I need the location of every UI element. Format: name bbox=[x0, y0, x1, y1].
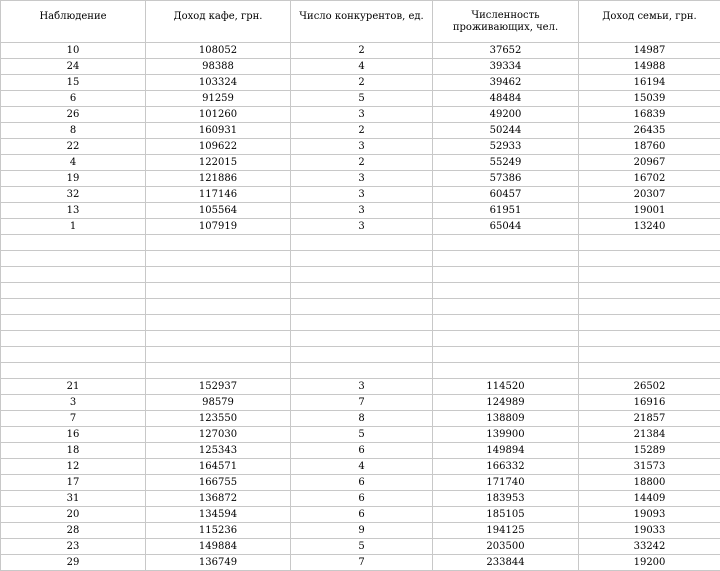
table-cell[interactable]: 23 bbox=[1, 539, 146, 555]
table-cell[interactable]: 160931 bbox=[146, 123, 291, 139]
table-cell[interactable]: 33242 bbox=[579, 539, 720, 555]
table-row bbox=[1, 443, 720, 459]
empty-row bbox=[1, 315, 720, 331]
table-row bbox=[1, 539, 720, 555]
empty-row bbox=[1, 283, 720, 299]
empty-cell[interactable] bbox=[433, 347, 579, 363]
table-row bbox=[1, 203, 720, 219]
table-cell[interactable]: 21 bbox=[1, 379, 146, 395]
empty-cell[interactable] bbox=[146, 331, 291, 347]
table-cell[interactable]: 16 bbox=[1, 427, 146, 443]
table-cell[interactable]: 39462 bbox=[433, 75, 579, 91]
table-row bbox=[1, 427, 720, 443]
empty-cell[interactable] bbox=[1, 251, 146, 267]
table-cell[interactable]: 2 bbox=[291, 123, 433, 139]
table-cell[interactable]: 108052 bbox=[146, 43, 291, 59]
table-row bbox=[1, 507, 720, 523]
empty-cell[interactable] bbox=[433, 283, 579, 299]
table-cell[interactable]: 7 bbox=[1, 411, 146, 427]
table-row bbox=[1, 555, 720, 571]
empty-cell[interactable] bbox=[291, 315, 433, 331]
empty-cell[interactable] bbox=[433, 251, 579, 267]
table-cell[interactable]: 139900 bbox=[433, 427, 579, 443]
table-cell[interactable]: 19001 bbox=[579, 203, 720, 219]
table-cell[interactable]: 21384 bbox=[579, 427, 720, 443]
empty-cell[interactable] bbox=[291, 347, 433, 363]
empty-cell[interactable] bbox=[291, 251, 433, 267]
table-cell[interactable]: 37652 bbox=[433, 43, 579, 59]
table-cell[interactable]: 16916 bbox=[579, 395, 720, 411]
table-cell[interactable]: 19200 bbox=[579, 555, 720, 571]
empty-cell[interactable] bbox=[146, 235, 291, 251]
table-cell[interactable]: 19093 bbox=[579, 507, 720, 523]
table-cell[interactable]: 14988 bbox=[579, 59, 720, 75]
column-header: Численность проживающих, чел. bbox=[433, 1, 579, 43]
table-row bbox=[1, 411, 720, 427]
table-cell[interactable]: 7 bbox=[291, 555, 433, 571]
empty-row bbox=[1, 331, 720, 347]
table-cell[interactable]: 13 bbox=[1, 203, 146, 219]
empty-cell[interactable] bbox=[579, 331, 720, 347]
table-cell[interactable]: 203500 bbox=[433, 539, 579, 555]
empty-cell[interactable] bbox=[146, 347, 291, 363]
table-cell[interactable]: 31573 bbox=[579, 459, 720, 475]
empty-cell[interactable] bbox=[146, 315, 291, 331]
table-row bbox=[1, 155, 720, 171]
table-row bbox=[1, 459, 720, 475]
table-cell[interactable]: 3 bbox=[291, 219, 433, 235]
table-cell[interactable]: 6 bbox=[291, 507, 433, 523]
empty-cell[interactable] bbox=[579, 299, 720, 315]
table-cell[interactable]: 185105 bbox=[433, 507, 579, 523]
empty-cell[interactable] bbox=[1, 267, 146, 283]
table-cell[interactable]: 65044 bbox=[433, 219, 579, 235]
table-cell[interactable]: 122015 bbox=[146, 155, 291, 171]
table-cell[interactable]: 98388 bbox=[146, 59, 291, 75]
empty-cell[interactable] bbox=[433, 331, 579, 347]
table-row bbox=[1, 91, 720, 107]
column-header: Наблюдение bbox=[1, 1, 146, 43]
table-cell[interactable]: 18760 bbox=[579, 139, 720, 155]
table-row bbox=[1, 59, 720, 75]
table-cell[interactable]: 6 bbox=[291, 491, 433, 507]
table-cell[interactable]: 124989 bbox=[433, 395, 579, 411]
table-cell[interactable]: 57386 bbox=[433, 171, 579, 187]
table-cell[interactable]: 149884 bbox=[146, 539, 291, 555]
table-cell[interactable]: 24 bbox=[1, 59, 146, 75]
table-cell[interactable]: 8 bbox=[291, 411, 433, 427]
table-cell[interactable]: 171740 bbox=[433, 475, 579, 491]
empty-cell[interactable] bbox=[433, 315, 579, 331]
table-cell[interactable]: 39334 bbox=[433, 59, 579, 75]
table-cell[interactable]: 14987 bbox=[579, 43, 720, 59]
empty-cell[interactable] bbox=[433, 235, 579, 251]
table-cell[interactable]: 233844 bbox=[433, 555, 579, 571]
table-cell[interactable]: 55249 bbox=[433, 155, 579, 171]
table-cell[interactable]: 50244 bbox=[433, 123, 579, 139]
empty-row bbox=[1, 299, 720, 315]
table-cell[interactable]: 3 bbox=[1, 395, 146, 411]
table-cell[interactable]: 3 bbox=[291, 107, 433, 123]
table-row bbox=[1, 491, 720, 507]
table-cell[interactable]: 166755 bbox=[146, 475, 291, 491]
table-cell[interactable]: 14409 bbox=[579, 491, 720, 507]
table-cell[interactable]: 15 bbox=[1, 75, 146, 91]
table-cell[interactable]: 52933 bbox=[433, 139, 579, 155]
table-cell[interactable]: 3 bbox=[291, 139, 433, 155]
empty-cell[interactable] bbox=[291, 283, 433, 299]
table-cell[interactable]: 26502 bbox=[579, 379, 720, 395]
empty-cell[interactable] bbox=[1, 347, 146, 363]
table-cell[interactable]: 13240 bbox=[579, 219, 720, 235]
table-cell[interactable]: 29 bbox=[1, 555, 146, 571]
empty-cell[interactable] bbox=[291, 331, 433, 347]
table-cell[interactable]: 98579 bbox=[146, 395, 291, 411]
table-cell[interactable]: 4 bbox=[1, 155, 146, 171]
table-cell[interactable]: 152937 bbox=[146, 379, 291, 395]
empty-cell[interactable] bbox=[291, 363, 433, 379]
table-cell[interactable]: 166332 bbox=[433, 459, 579, 475]
table-cell[interactable]: 12 bbox=[1, 459, 146, 475]
table-cell[interactable]: 134594 bbox=[146, 507, 291, 523]
table-cell[interactable]: 114520 bbox=[433, 379, 579, 395]
empty-cell[interactable] bbox=[1, 299, 146, 315]
table-cell[interactable]: 6 bbox=[1, 91, 146, 107]
table-cell[interactable]: 105564 bbox=[146, 203, 291, 219]
table-row bbox=[1, 523, 720, 539]
table-cell[interactable]: 4 bbox=[291, 459, 433, 475]
table-cell[interactable]: 91259 bbox=[146, 91, 291, 107]
table-cell[interactable]: 22 bbox=[1, 139, 146, 155]
table-cell[interactable]: 115236 bbox=[146, 523, 291, 539]
table-cell[interactable]: 101260 bbox=[146, 107, 291, 123]
empty-cell[interactable] bbox=[291, 267, 433, 283]
table-cell[interactable]: 3 bbox=[291, 203, 433, 219]
table-row bbox=[1, 395, 720, 411]
table-row bbox=[1, 123, 720, 139]
table-cell[interactable]: 26 bbox=[1, 107, 146, 123]
empty-cell[interactable] bbox=[579, 347, 720, 363]
empty-cell[interactable] bbox=[579, 235, 720, 251]
table-cell[interactable]: 3 bbox=[291, 379, 433, 395]
table-cell[interactable]: 125343 bbox=[146, 443, 291, 459]
table-cell[interactable]: 5 bbox=[291, 91, 433, 107]
table-cell[interactable]: 20967 bbox=[579, 155, 720, 171]
table-cell[interactable]: 183953 bbox=[433, 491, 579, 507]
empty-row bbox=[1, 347, 720, 363]
empty-cell[interactable] bbox=[146, 363, 291, 379]
table-row bbox=[1, 171, 720, 187]
table-cell[interactable]: 2 bbox=[291, 155, 433, 171]
table-row bbox=[1, 187, 720, 203]
empty-cell[interactable] bbox=[146, 251, 291, 267]
table-cell[interactable]: 9 bbox=[291, 523, 433, 539]
table-cell[interactable]: 8 bbox=[1, 123, 146, 139]
table-cell[interactable]: 21857 bbox=[579, 411, 720, 427]
table-cell[interactable]: 20 bbox=[1, 507, 146, 523]
table-cell[interactable]: 109622 bbox=[146, 139, 291, 155]
table-cell[interactable]: 6 bbox=[291, 443, 433, 459]
empty-row bbox=[1, 235, 720, 251]
empty-cell[interactable] bbox=[146, 267, 291, 283]
empty-cell[interactable] bbox=[433, 299, 579, 315]
table-cell[interactable]: 5 bbox=[291, 539, 433, 555]
table-cell[interactable]: 4 bbox=[291, 59, 433, 75]
table-cell[interactable]: 18800 bbox=[579, 475, 720, 491]
table-cell[interactable]: 61951 bbox=[433, 203, 579, 219]
table-cell[interactable]: 26435 bbox=[579, 123, 720, 139]
table-row bbox=[1, 107, 720, 123]
empty-cell[interactable] bbox=[433, 363, 579, 379]
header-row bbox=[1, 1, 720, 43]
empty-cell[interactable] bbox=[146, 299, 291, 315]
table-cell[interactable]: 127030 bbox=[146, 427, 291, 443]
table-cell[interactable]: 123550 bbox=[146, 411, 291, 427]
table-cell[interactable]: 16839 bbox=[579, 107, 720, 123]
empty-cell[interactable] bbox=[1, 363, 146, 379]
empty-cell[interactable] bbox=[579, 283, 720, 299]
table-row bbox=[1, 379, 720, 395]
table-cell[interactable]: 138809 bbox=[433, 411, 579, 427]
table-cell[interactable]: 20307 bbox=[579, 187, 720, 203]
empty-cell[interactable] bbox=[1, 331, 146, 347]
table-cell[interactable]: 136749 bbox=[146, 555, 291, 571]
table-cell[interactable]: 121886 bbox=[146, 171, 291, 187]
table-cell[interactable]: 31 bbox=[1, 491, 146, 507]
table-cell[interactable]: 16702 bbox=[579, 171, 720, 187]
table-cell[interactable]: 16194 bbox=[579, 75, 720, 91]
empty-row bbox=[1, 363, 720, 379]
empty-cell[interactable] bbox=[433, 267, 579, 283]
empty-cell[interactable] bbox=[291, 235, 433, 251]
table-cell[interactable]: 49200 bbox=[433, 107, 579, 123]
table-cell[interactable]: 2 bbox=[291, 43, 433, 59]
table-cell[interactable]: 15289 bbox=[579, 443, 720, 459]
table-cell[interactable]: 19 bbox=[1, 171, 146, 187]
empty-cell[interactable] bbox=[579, 363, 720, 379]
table-cell[interactable]: 7 bbox=[291, 395, 433, 411]
table-cell[interactable]: 15039 bbox=[579, 91, 720, 107]
table-cell[interactable]: 18 bbox=[1, 443, 146, 459]
empty-row bbox=[1, 251, 720, 267]
empty-cell[interactable] bbox=[1, 315, 146, 331]
table-cell[interactable]: 3 bbox=[291, 187, 433, 203]
table-cell[interactable]: 194125 bbox=[433, 523, 579, 539]
table-cell[interactable]: 48484 bbox=[433, 91, 579, 107]
column-header: Число конкурентов, ед. bbox=[291, 1, 433, 43]
empty-row bbox=[1, 267, 720, 283]
table-cell[interactable]: 32 bbox=[1, 187, 146, 203]
table-cell[interactable]: 3 bbox=[291, 171, 433, 187]
empty-cell[interactable] bbox=[291, 299, 433, 315]
table-cell[interactable]: 5 bbox=[291, 427, 433, 443]
table-cell[interactable]: 149894 bbox=[433, 443, 579, 459]
table-cell[interactable]: 2 bbox=[291, 75, 433, 91]
table-row bbox=[1, 475, 720, 491]
empty-cell[interactable] bbox=[1, 283, 146, 299]
table-row bbox=[1, 219, 720, 235]
empty-cell[interactable] bbox=[1, 235, 146, 251]
table-cell[interactable]: 136872 bbox=[146, 491, 291, 507]
table-row bbox=[1, 43, 720, 59]
empty-cell[interactable] bbox=[579, 315, 720, 331]
table-cell[interactable]: 164571 bbox=[146, 459, 291, 475]
column-header: Доход семьи, грн. bbox=[579, 1, 720, 43]
table-cell[interactable]: 60457 bbox=[433, 187, 579, 203]
table-row bbox=[1, 75, 720, 91]
column-header: Доход кафе, грн. bbox=[146, 1, 291, 43]
table-cell[interactable]: 10 bbox=[1, 43, 146, 59]
table-cell[interactable]: 107919 bbox=[146, 219, 291, 235]
empty-cell[interactable] bbox=[146, 283, 291, 299]
table-cell[interactable]: 6 bbox=[291, 475, 433, 491]
table-row bbox=[1, 139, 720, 155]
table-cell[interactable]: 1 bbox=[1, 219, 146, 235]
table-cell[interactable]: 117146 bbox=[146, 187, 291, 203]
empty-cell[interactable] bbox=[579, 251, 720, 267]
table-cell[interactable]: 103324 bbox=[146, 75, 291, 91]
empty-cell[interactable] bbox=[579, 267, 720, 283]
table-cell[interactable]: 17 bbox=[1, 475, 146, 491]
table-cell[interactable]: 28 bbox=[1, 523, 146, 539]
table-cell[interactable]: 19033 bbox=[579, 523, 720, 539]
